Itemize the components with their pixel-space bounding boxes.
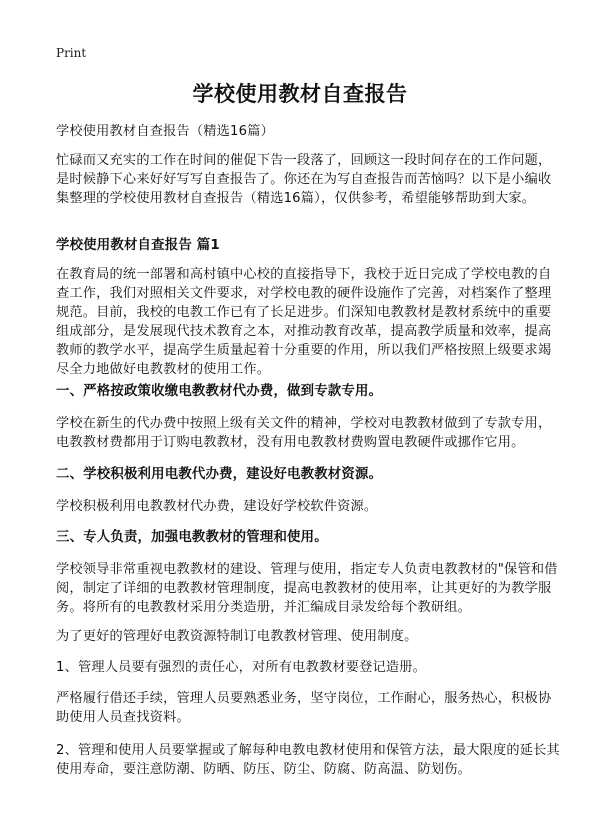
rule-item: 1、管理人员要有强烈的责任心，对所有电教教材要登记造册。 <box>56 660 427 675</box>
point-paragraph: 学校在新生的代办费中按照上级有关文件的精神，学校对电教教材做到了专款专用，电教教材费都用于订购电教教材，没有用电教教材费购置电教硬件或挪作它用。 <box>56 416 552 450</box>
print-link[interactable]: Print <box>56 46 87 60</box>
point-heading: 一、严格按政策收缴电教教材代办费，做到专款专用。 <box>56 384 383 399</box>
document-subtitle: 学校使用教材自查报告（精选16篇） <box>56 124 274 139</box>
section-heading: 学校使用教材自查报告 篇1 <box>56 238 220 253</box>
rule-detail: 严格履行借还手续，管理人员要熟悉业务，坚守岗位，工作耐心，服务热心，积极协助使用人员查找资料。 <box>56 691 552 725</box>
section-paragraph: 在教育局的统一部署和高村镇中心校的直接指导下，我校于近日完成了学校电教的自查工作，我们对照相关文件要求，对学校电教的硬件设施作了完善，对档案作了整理规范。目前，我校的电教工作已有了长足进步。们深知电教教材是教材系统中的重要组成部分，是发展现代技术教育之本，对推动教育改革，提高教学质量和效率，提高教师的教学水平，提高学生质量起着十分重要的作用，所以我们严格按照上级要求竭尽全力地做好电教教材的使用工作。 <box>56 267 552 377</box>
point-paragraph: 学校领导非常重视电教教材的建设、管理与使用，指定专人负责电教教材的"保管和借阅，制定了详细的电教教材管理制度，提高电教教材的使用率，让其更好的为教学服务。将所有的电教教材采用分类造册，并汇编成目录发给每个教研组。 <box>56 562 558 615</box>
rule-item: 2、管理和使用人员要掌握或了解每种电教电教材使用和保管方法，最大限度的延长其使用寿命，要注意防潮、防晒、防压、防尘、防腐、防高温、防划伤。 <box>56 743 560 777</box>
point-paragraph: 学校积极利用电教教材代办费，建设好学校软件资源。 <box>56 499 378 514</box>
rule-intro: 为了更好的管理好电教资源特制订电教教材管理、使用制度。 <box>56 629 418 644</box>
intro-paragraph: 忙碌而又充实的工作在时间的催促下告一段落了，回顾这一段时间存在的工作问题，是时候静下心来好好写写自查报告了。你还在为写自查报告而苦恼吗？以下是小编收集整理的学校使用教材自查报告（精选16篇），仅供参考，希望能够帮助到大家。 <box>56 153 552 206</box>
page-title: 学校使用教材自查报告 <box>192 82 408 106</box>
point-heading: 三、专人负责，加强电教教材的管理和使用。 <box>56 530 328 545</box>
point-heading: 二、学校积极利用电教代办费，建设好电教教材资源。 <box>56 467 383 482</box>
